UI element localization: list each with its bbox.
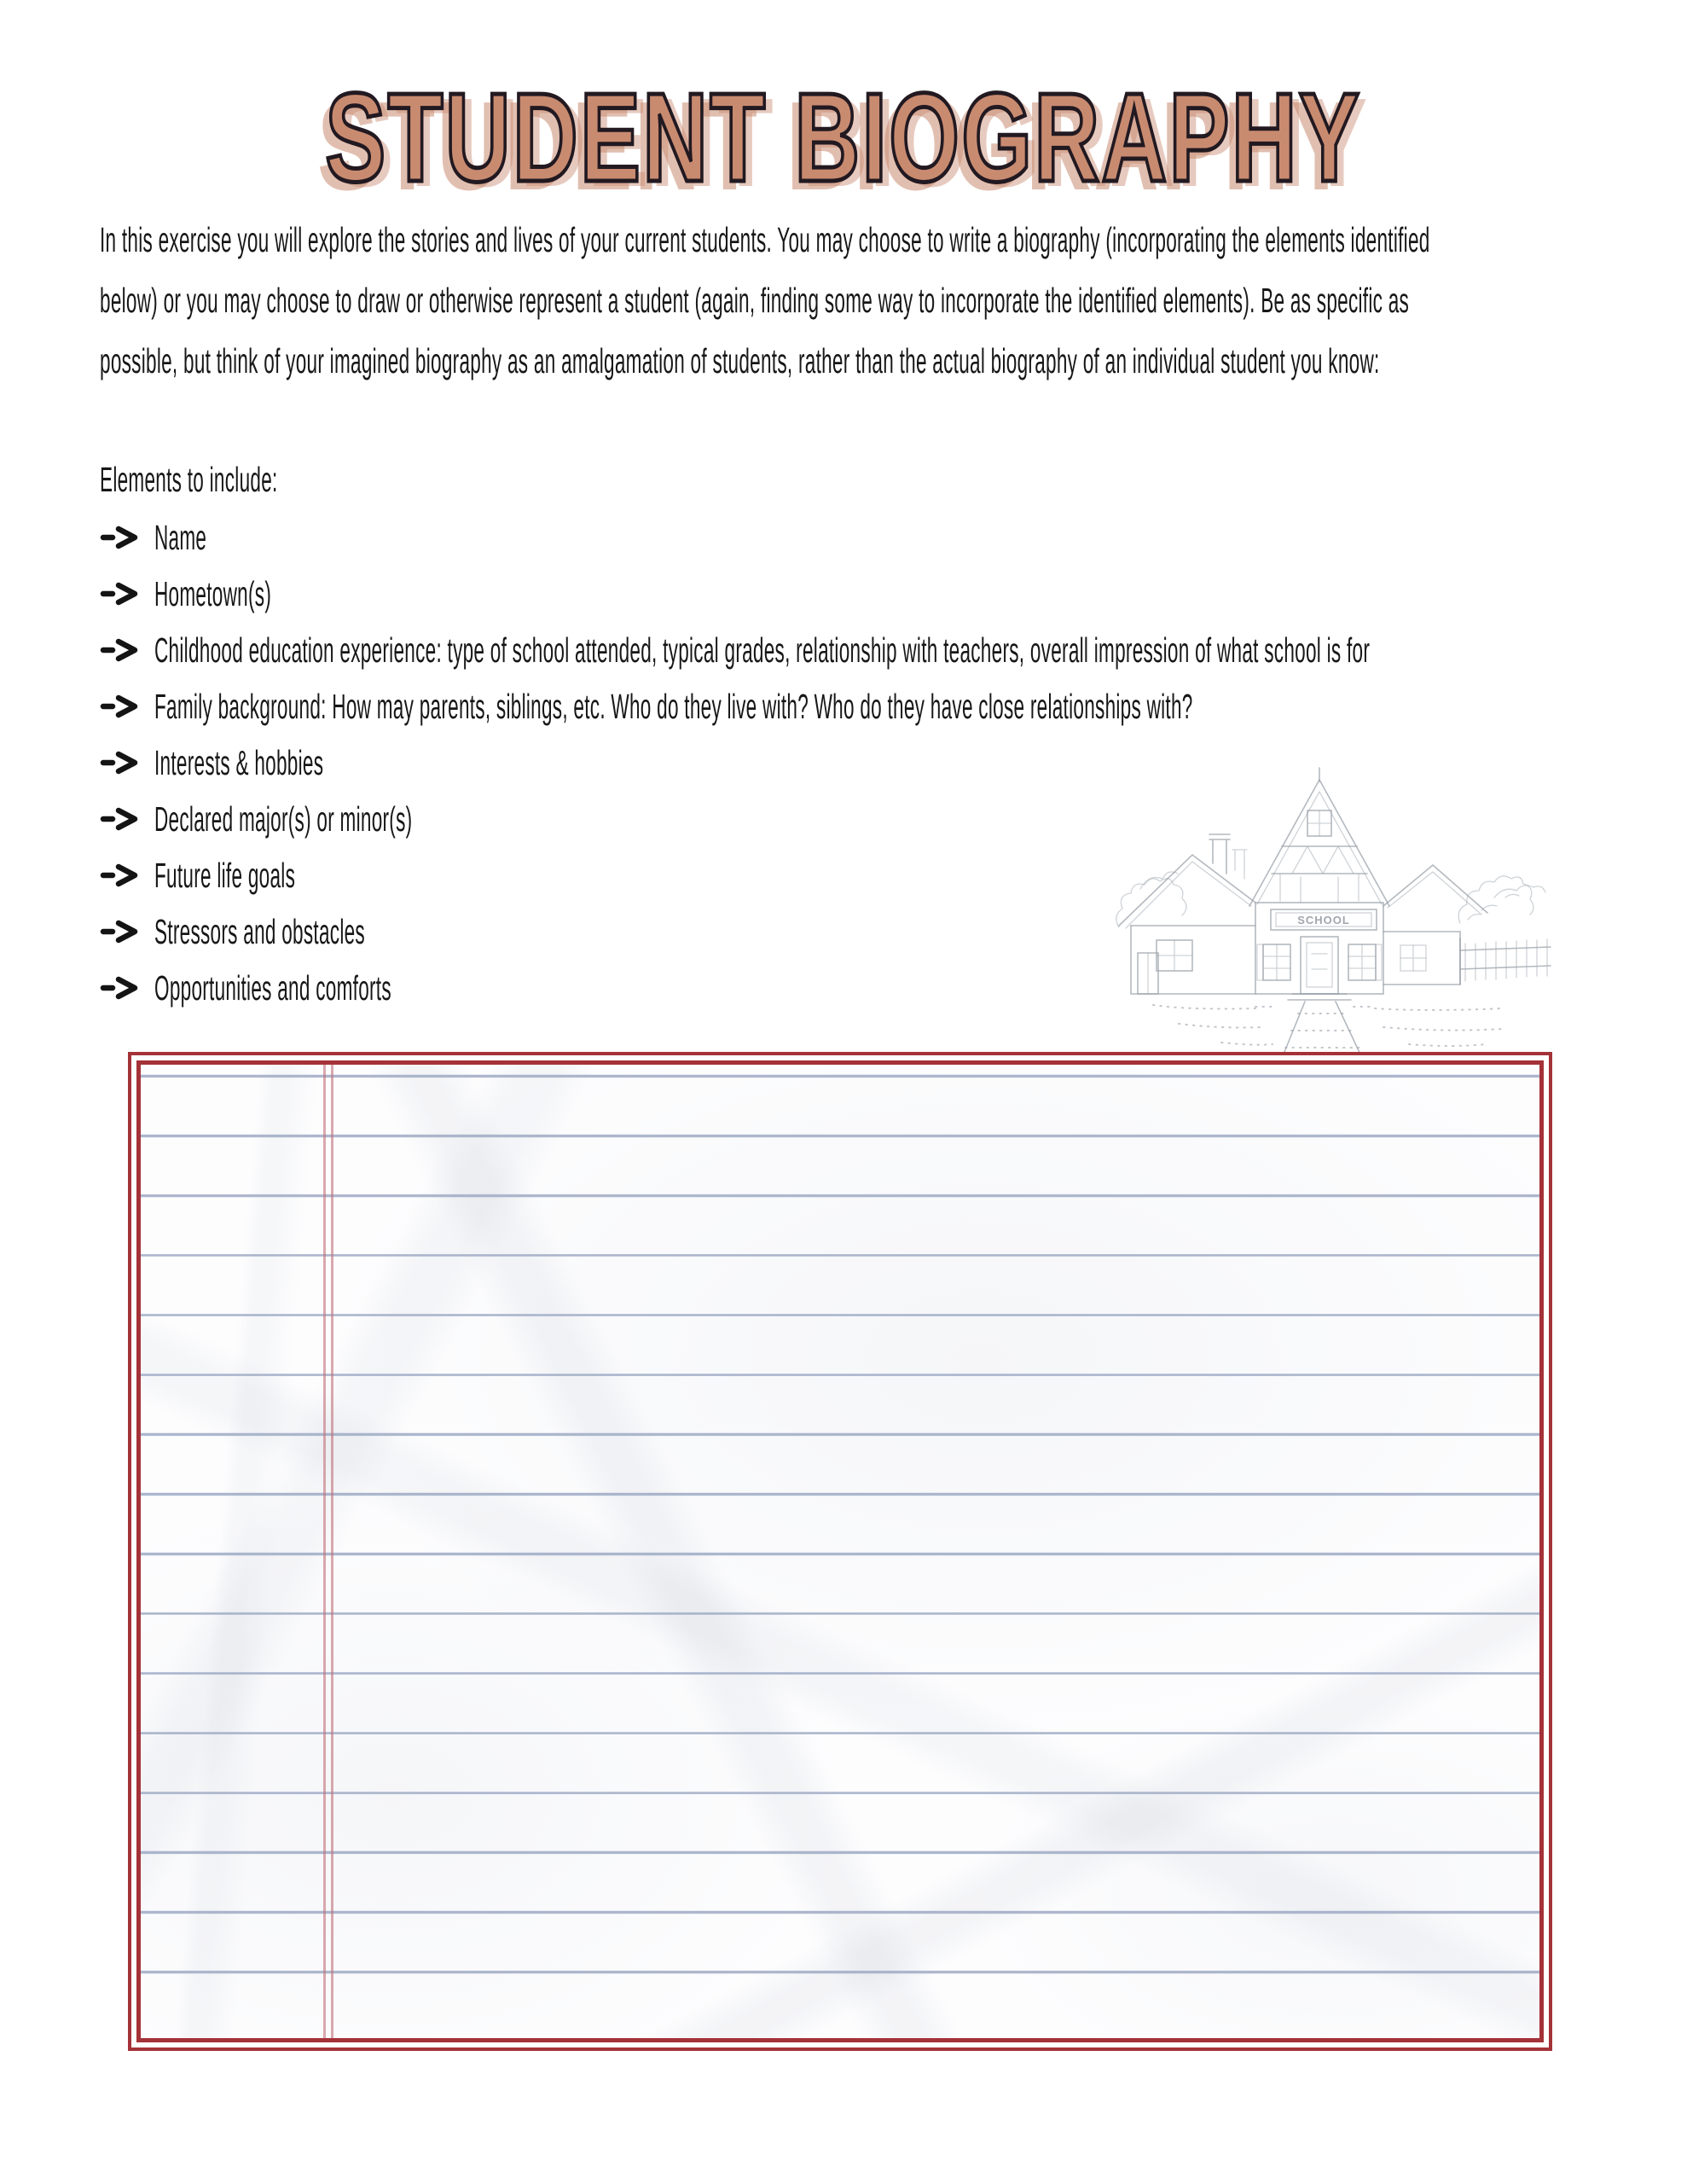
page-title: STUDENT BIOGRAPHY — [325, 67, 1362, 208]
schoolhouse-illustration — [1093, 761, 1554, 1058]
arrow-bullet-icon — [100, 863, 141, 888]
list-item — [100, 622, 1687, 678]
list-item-label: Family background: How may parents, siblings, etc. Who do they live with? Who do they have close relationships with? — [154, 686, 1193, 726]
list-item-label: Opportunities and comforts — [154, 967, 391, 1008]
schoolhouse-sketch-svg — [1093, 761, 1554, 1058]
list-item-label: Stressors and obstacles — [154, 911, 365, 951]
list-item-label: Declared major(s) or minor(s) — [154, 799, 413, 839]
arrow-bullet-icon — [100, 694, 141, 719]
arrow-bullet-icon — [100, 975, 141, 1001]
intro-paragraph — [100, 210, 1687, 392]
list-item-label: Name — [154, 517, 207, 557]
arrow-bullet-icon — [100, 750, 141, 775]
list-item-label: Future life goals — [154, 855, 296, 895]
writing-area-inner-frame — [136, 1060, 1544, 2042]
list-item-label: Hometown(s) — [154, 573, 272, 613]
intro-line-2: below) or you may choose to draw or otherwise represent a student (again, finding some way to incorporate the identified elements). Be as specific as — [100, 281, 1410, 320]
list-item — [100, 509, 1687, 566]
list-item — [100, 566, 1687, 622]
list-item — [100, 678, 1687, 735]
intro-line-1: In this exercise you will explore the stories and lives of your current students. You may choose to write a biography (incorporating the elements identified — [100, 220, 1430, 259]
elements-heading: Elements to include: — [100, 460, 278, 499]
arrow-bullet-icon — [100, 637, 141, 663]
arrow-bullet-icon — [100, 581, 141, 607]
school-sign-label: SCHOOL — [1297, 914, 1350, 926]
title-row — [0, 67, 1687, 208]
ruled-paper-sheet — [141, 1065, 1539, 2038]
writing-area-frame — [128, 1052, 1552, 2051]
arrow-bullet-icon — [100, 525, 141, 550]
list-item-label: Childhood education experience: type of school attended, typical grades, relationship with teachers, overall impression of what school is for — [154, 630, 1371, 670]
arrow-bullet-icon — [100, 919, 141, 944]
intro-line-3: possible, but think of your imagined biography as an amalgamation of students, rather than the actual biography of an individual student you know: — [100, 341, 1380, 380]
list-item-label: Interests & hobbies — [154, 742, 324, 782]
arrow-bullet-icon — [100, 806, 141, 832]
